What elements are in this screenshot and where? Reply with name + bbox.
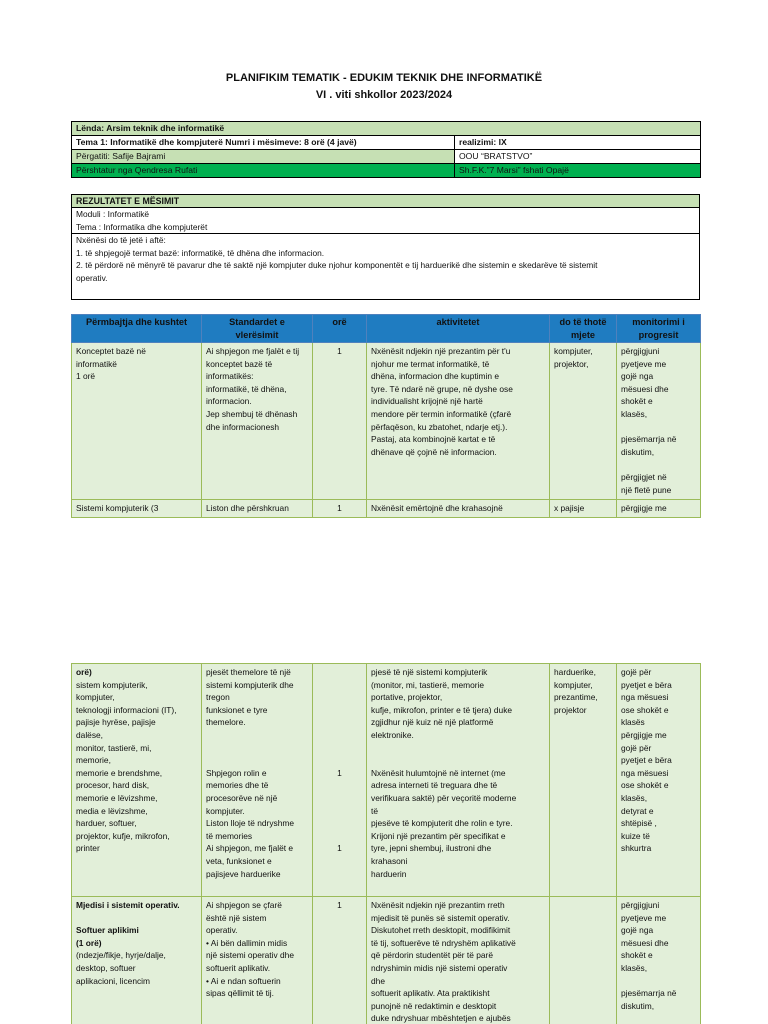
cell-line: Ai shpjegon se çfarë [206,900,282,910]
cell-line: pyetjeve me [621,912,667,923]
cell-line: informatikë [76,358,117,369]
cell-line: të tij, softuerëve të ndryshëm aplikativë [371,937,516,948]
cell-line [317,754,362,767]
cell-line: zgjidhur një kuiz në një platformë [371,717,494,728]
cell-line: pjesët themelore të një [206,667,291,677]
cell-line: shkurtra [621,843,652,854]
cell-line: klasës, [621,962,648,973]
cell-line: gojë nga [621,925,654,936]
cell-line: operativ. [206,925,238,936]
cell-line: Ai shpjegon me fjalët e tij [206,346,300,356]
cell-line: Nxënësit hulumtojnë në internet (me [371,767,506,778]
cell-line: (monitor, mi, tastierë, memorie [371,679,485,690]
cell-line [206,754,308,767]
cell-line: elektronike. [371,729,414,740]
cell-line: klasës, [621,408,648,419]
cell-line: pyetjeve me [621,358,667,369]
table-header-row [72,315,701,343]
prepared-row [72,150,701,164]
cell-line: të memories [206,830,253,841]
cell-line: pjesëmarrja në [621,988,677,999]
cell-line: shtëpisë , [621,818,657,829]
cell-line: Jep shembuj të dhënash [206,408,298,419]
cell-line: përgjigjet në [621,471,667,482]
intro-line: Nxënësi do të jetë i aftë: [72,233,699,247]
cell-line: aplikacioni, licencim [76,975,151,986]
cell-line: informacion. [206,396,252,407]
school-year-subtitle: VI . viti shkollor 2023/2024 [315,89,453,101]
cell-line: projektor, kufje, mikrofon, [76,830,170,841]
row-monitoring [617,500,701,518]
cell-line [621,975,696,988]
cell-line: pjesëve të kompjuterit dhe rolin e tyre. [371,818,513,829]
cell-line: tyre. Të ndarë në grupe, në dyshe ose [371,383,513,394]
cell-line [317,716,362,729]
cell-line: përfaqëson, ku zbatohet, ndarje etj.). [371,421,508,432]
cell-line [317,830,362,843]
cell-line: projektor [554,704,587,715]
col-standards: Standardet e vlerësimit [202,315,313,343]
outcome-1: 1. të shpjegojë termat bazë: informatikë, të dhëna dhe informacion. [76,247,325,258]
realization-cell: realizimi: IX [455,136,701,150]
cell-line: 1 [337,843,342,854]
cell-line [317,742,362,755]
cell-line: krahasoni [371,855,408,866]
row-content [72,664,202,897]
cell-line: harduerike, [554,667,596,677]
table-row [72,343,701,500]
application-software-title: Softuer aplikimi [76,925,139,936]
cell-line: Konceptet bazë në [76,346,146,356]
cell-line [317,704,362,717]
cell-line [317,666,362,679]
cell-line: nga mësuesi [621,692,669,703]
cell-line: monitor, tastierë, mi, [76,742,152,753]
prepared-by-cell: Përgatiti: Safije Bajrami [72,150,455,164]
cell-line: softuerit aplikativ. Ata praktikisht [371,988,490,999]
col-activities: aktivitetet [367,315,550,343]
cell-line: memorie e lëvizshme, [76,792,158,803]
cell-line: klasës [621,717,645,728]
row-activities [367,897,550,1024]
row-monitoring [617,897,701,1024]
row-hours: 1 [313,897,367,1024]
plan-table-continued [71,663,701,1024]
cell-line: tregon [206,692,230,703]
cell-line: dhëna, informacion dhe kuptimin e [371,371,500,382]
cell-line: pyetjet e bëra [621,755,672,766]
cell-line: tyre, jepni shembuj, ilustroni dhe [371,843,492,854]
cell-line: sipas qëllimit të tij. [206,988,274,999]
cell-line: harduerin [371,868,407,879]
cell-line [371,742,545,755]
cell-line: punojnë në redaktimin e desktopit [371,1000,497,1011]
row-means [550,897,617,1024]
cell-line: Nxënësit ndjekin një prezantim rreth [371,900,505,910]
cell-line: softuerit aplikativ. [206,962,271,973]
cell-line: përgjigje me [621,503,667,513]
cell-line: informatikës: [206,371,254,382]
cell-line [317,817,362,830]
hours-label: (1 orë) [76,937,102,948]
cell-line: ndryshimin midis një sistemi operativ [371,962,508,973]
row-monitoring [617,664,701,897]
cell-line: informatikë, të dhëna, [206,383,287,394]
cell-line: mësuesi dhe [621,383,669,394]
cell-line: media e lëvizshme, [76,805,148,816]
cell-line [317,792,362,805]
table-row [72,500,701,518]
cell-line: procesorëve në një [206,792,278,803]
cell-line: detyrat e [621,805,654,816]
cell-line: njohur me termat informatikë, të [371,358,490,369]
cell-line: pajisje hyrëse, pajisje [76,717,156,728]
row-activities [367,664,550,897]
cell-line: kompjuter, [554,346,593,356]
cell-line: adresa interneti të treguara dhe të [371,780,498,791]
table-row [72,664,701,897]
cell-line: shokët e [621,950,653,961]
cell-line [621,421,696,434]
theme-line: Tema : Informatika dhe kompjuterët [76,221,208,232]
cell-line: • Ai e ndan softuerin [206,975,281,986]
cell-line [317,805,362,818]
row-means [550,343,617,500]
cell-line: memorie, [76,755,111,766]
cell-line: mjedisit të punës së sistemit operativ. [371,912,510,923]
table-row [72,897,701,1024]
school-cell: OOU “BRATSTVO” [455,150,701,164]
cell-line: mendore për termin informatikë (çfarë [371,408,512,419]
cell-line: portative, projektor, [371,692,443,703]
row-standards [202,343,313,500]
cell-line: Liston lloje të ndryshme [206,818,294,829]
row-monitoring [617,343,701,500]
cell-line: diskutim, [621,1000,655,1011]
col-monitoring: monitorimi i progresit [617,315,701,343]
cell-line: përgjigjuni [621,900,660,910]
row-content [72,343,202,500]
col-hours: orë [313,315,367,343]
cell-line: gojë nga [621,371,654,382]
adapted-row [72,164,701,178]
cell-line: Krijoni një prezantim për specifikat e [371,830,506,841]
cell-line: kompjuter, [76,692,115,703]
cell-line: dalëse, [76,729,104,740]
cell-line: themelore. [206,717,246,728]
cell-line: printer [76,843,100,854]
cell-line: mësuesi dhe [621,937,669,948]
document-title: PLANIFIKIM TEMATIK - EDUKIM TEKNIK DHE INFORMATIKË [225,72,543,84]
cell-line: konceptet bazë të [206,358,273,369]
cell-line [317,691,362,704]
cell-line: gojë për [621,667,652,677]
subject-cell: Lënda: Arsim teknik dhe informatikë [72,122,701,136]
cell-line: kompjuter, [554,679,593,690]
cell-line: projektor, [554,358,589,369]
cell-line: kufje, mikrofon, printer e të tjera) duke [371,704,513,715]
cell-line: një fletë pune [621,484,672,495]
cell-line: pyetjet e bëra [621,679,672,690]
adapted-by-cell: Përshtatur nga Qendresa Rufati [72,164,455,178]
cell-line: diskutim, [621,446,655,457]
topic-cell: Tema 1: Informatikë dhe kompjuterë Numri i mësimeve: 8 orë (4 javë) [72,136,455,150]
cell-line: individualisht krijojnë një hartë [371,396,483,407]
cell-line: një sistemi operativ dhe [206,950,294,961]
row-activities [367,343,550,500]
outcome-2-continued: operativ. [76,272,108,283]
cell-line: Nxënësit ndjekin një prezantim për t'u [371,346,511,356]
cell-line [621,458,696,471]
cell-line: ose shokët e [621,780,669,791]
os-environment-title: Mjedisi i sistemit operativ. [76,900,180,910]
cell-line: memories dhe të [206,780,269,791]
cell-line: veta, funksionet e [206,855,272,866]
cell-line [206,742,308,755]
learning-results-box [71,194,700,300]
cell-line: Shpjegon rolin e [206,767,267,778]
school-2-cell: Sh.F.K.”7 Marsi” fshati Opajë [455,164,701,178]
row-means [550,500,617,518]
cell-line: Pastaj, ata kombinojnë kartat e të [371,434,496,445]
cell-line: që përdorin studentët për të parë [371,950,493,961]
cell-line: ose shokët e [621,704,669,715]
cell-line: pjesë të një sistemi kompjuterik [371,667,488,677]
row-standards [202,664,313,897]
cell-line: procesor, hard disk, [76,780,150,791]
cell-line: nga mësuesi [621,767,669,778]
cell-line: kuize të [621,830,650,841]
cell-line: dhe [371,975,385,986]
cell-line: memorie e brendshme, [76,767,163,778]
cell-line: përgjigjuni [621,346,660,356]
cell-line: kompjuter. [206,805,245,816]
cell-line [317,729,362,742]
cell-line: dhënave që çojnë në informacion. [371,446,497,457]
cell-line: (ndezje/fikje, hyrje/dalje, [76,950,166,961]
cell-line [206,729,308,742]
cell-line: sistem kompjuterik, [76,679,148,690]
cell-line: klasës, [621,792,648,803]
cell-line: funksionet e tyre [206,704,268,715]
cell-line: Diskutohet rreth desktopit, modifikimit [371,925,511,936]
cell-line: është një sistem [206,912,267,923]
cell-line: sistemi kompjuterik dhe [206,679,294,690]
cell-line: 1 orë [76,371,96,382]
cell-line: teknologji informacioni (IT), [76,704,177,715]
cell-line [317,679,362,692]
row-hours: 1 [313,343,367,500]
cell-line: Liston dhe përshkruan [206,503,289,513]
results-heading: REZULTATET E MËSIMIT [72,195,699,208]
cell-line: pjesëmarrja në [621,434,677,445]
row-hours: 1 [313,500,367,518]
cell-line: shokët e [621,396,653,407]
cell-line: Sistemi kompjuterik (3 [76,503,159,513]
col-content: Përmbajtja dhe kushtet [72,315,202,343]
header-table [71,121,701,178]
cell-line: harduer, softuer, [76,818,137,829]
row-hours [313,664,367,897]
row-activities [367,500,550,518]
module-line: Moduli : Informatikë [76,209,150,219]
col-means: do të thotë mjete [550,315,617,343]
cell-line [371,754,545,767]
cell-line: pajisjeve harduerike [206,868,281,879]
subject-row [72,122,701,136]
cell-line: Nxënësit emërtojnë dhe krahasojnë [371,503,503,513]
row-standards [202,897,313,1024]
cell-line: përgjigje me [621,729,667,740]
cell-line [317,779,362,792]
row-means [550,664,617,897]
outcome-2: 2. të përdorë në mënyrë të pavarur dhe të saktë një kompjuter duke njohur komponentët e tij harduerikë dhe sistemin e skedarëve të sistemit [76,260,598,270]
cell-line: orë) [76,667,92,677]
cell-line: x pajisje [554,503,585,513]
cell-line: duke ndryshuar mbështetjen e ajubës [371,1013,511,1024]
plan-table [71,314,701,518]
cell-line: 1 [337,767,342,778]
topic-row [72,136,701,150]
cell-line: të [371,805,378,816]
row-content [72,500,202,518]
cell-line: • Ai bën dallimin midis [206,937,288,948]
cell-line: Ai shpjegon, me fjalët e [206,843,294,854]
row-content [72,897,202,1024]
row-standards [202,500,313,518]
cell-line: desktop, softuer [76,962,136,973]
cell-line: dhe informacionesh [206,421,280,432]
cell-line: verifikuara saktë) për veçoritë moderne [371,792,517,803]
cell-line: prezantime, [554,692,598,703]
cell-line: gojë për [621,742,652,753]
